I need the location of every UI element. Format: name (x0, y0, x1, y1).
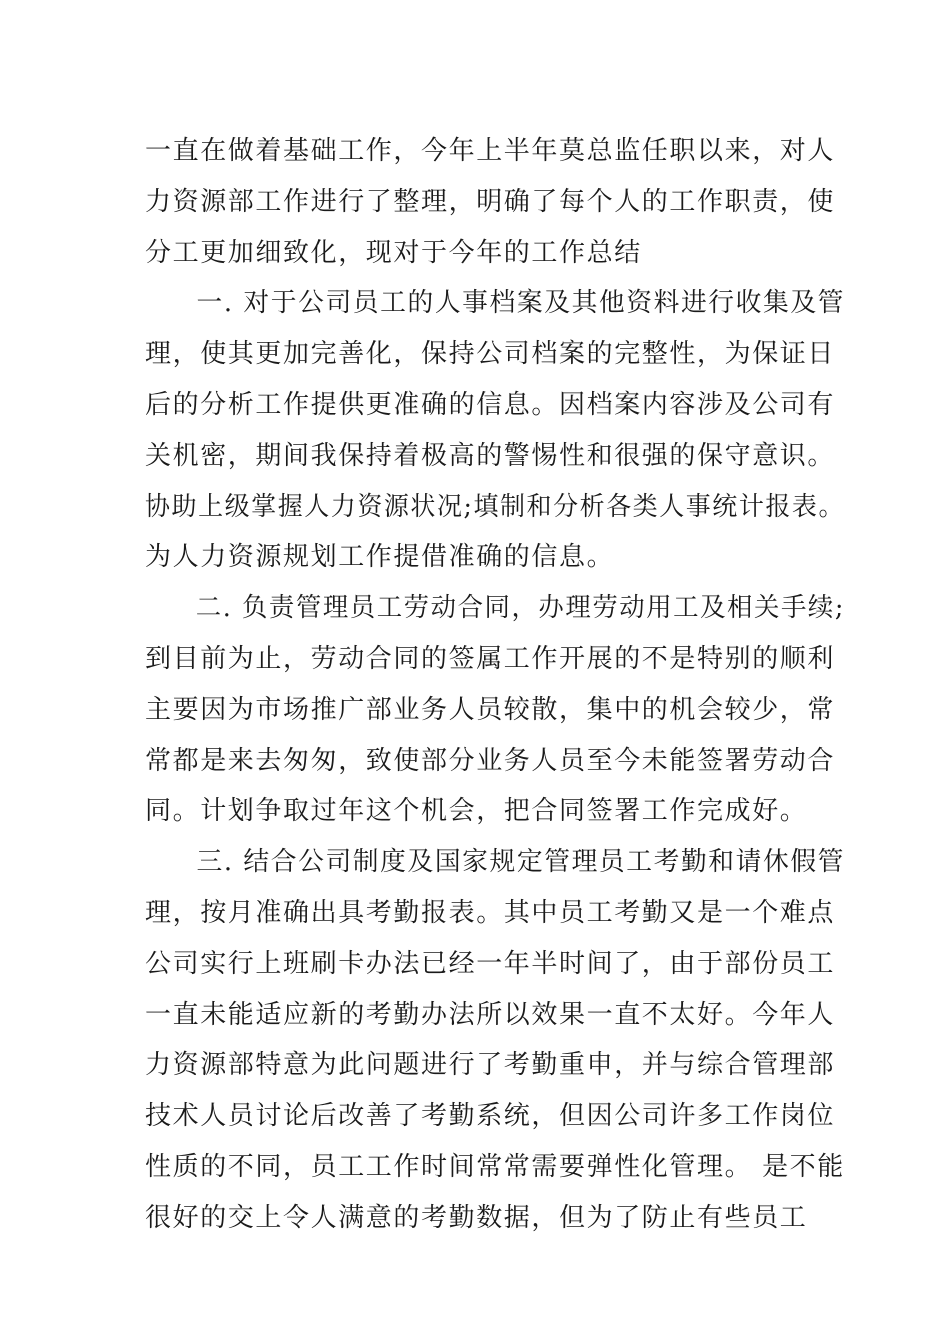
text-line: 力资源部特意为此问题进行了考勤重申，并与综合管理部 (145, 1050, 836, 1081)
text-line: 一直未能适应新的考勤办法所以效果一直不太好。今年人 (145, 999, 836, 1030)
text-line: 公司实行上班刷卡办法已经一年半时间了，由于部份员工 (145, 948, 836, 979)
text-line: 关机密，期间我保持着极高的警惕性和很强的保守意识。 (145, 440, 836, 471)
text-line: 后的分析工作提供更准确的信息。因档案内容涉及公司有 (145, 389, 836, 420)
text-line: 三. 结合公司制度及国家规定管理员工考勤和请休假管 (196, 847, 846, 878)
text-line: 为人力资源规划工作提借准确的信息。 (145, 542, 615, 573)
text-line: 理，按月准确出具考勤报表。其中员工考勤又是一个难点 (145, 897, 836, 928)
document-body (145, 126, 845, 1244)
text-line: 性质的不同，员工工作时间常常需要弹性化管理。 是不能 (145, 1151, 845, 1182)
text-line: 二. 负责管理员工劳动合同，办理劳动用工及相关手续; (195, 593, 845, 624)
text-line: 分工更加细致化，现对于今年的工作总结 (145, 237, 642, 268)
text-line: 同。计划争取过年这个机会，把合同签署工作完成好。 (145, 796, 808, 827)
text-line: 协助上级掌握人力资源状况;填制和分析各类人事统计报表。 (145, 491, 846, 522)
text-line: 很好的交上令人满意的考勤数据，但为了防止有些员工 (145, 1202, 808, 1233)
text-line: 一直在做着基础工作，今年上半年莫总监任职以来，对人 (145, 136, 836, 166)
text-line: 技术人员讨论后改善了考勤系统，但因公司许多工作岗位 (145, 1101, 836, 1132)
text-line: 主要因为市场推广部业务人员较散，集中的机会较少，常 (145, 694, 836, 725)
text-line: 常都是来去匆匆，致使部分业务人员至今未能签署劳动合 (145, 745, 836, 776)
text-line: 到目前为止，劳动合同的签属工作开展的不是特别的顺利 (145, 643, 836, 674)
text-line: 力资源部工作进行了整理，明确了每个人的工作职责，使 (145, 186, 836, 217)
text-line: 理，使其更加完善化，保持公司档案的完整性，为保证日 (145, 339, 836, 370)
text-line: 一. 对于公司员工的人事档案及其他资料进行收集及管 (196, 288, 846, 319)
